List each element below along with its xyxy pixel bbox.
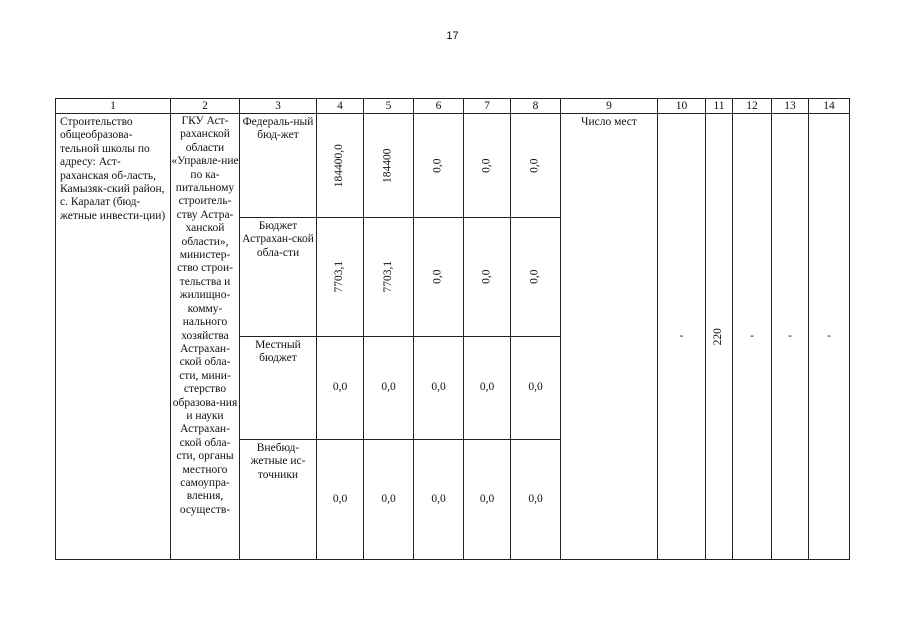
value-cell: 0,0	[364, 337, 414, 440]
header-row	[56, 99, 850, 114]
header-cell: 8	[511, 99, 561, 114]
value-cell: 0,0	[414, 440, 464, 560]
value-cell: 0,0	[317, 440, 364, 560]
header-cell: 3	[240, 99, 317, 114]
header-cell: 9	[561, 99, 658, 114]
value-cell: 0,0	[414, 114, 464, 218]
value-cell: 0,0	[511, 218, 561, 337]
header-cell: 14	[809, 99, 850, 114]
value-cell: 0,0	[464, 114, 511, 218]
organization: ГКУ Аст-раханской области «Управле-ние по ка-питальному строитель-ству Астра-ханской области», министер-ство строи-тельства и жилищно-комму-нального хозяйства Астрахан-ской обла-сти, мини-стерство образова-ния и науки Астрахан-ской обла-сти, органы местного самоупра-вления, осуществ-	[171, 114, 240, 560]
value-cell: 7703,1	[317, 218, 364, 337]
value-cell: 220	[706, 114, 733, 560]
header-cell: 10	[658, 99, 706, 114]
value-cell: 0,0	[464, 218, 511, 337]
header-cell: 12	[733, 99, 772, 114]
value-cell: -	[658, 114, 706, 560]
value-cell: 0,0	[511, 337, 561, 440]
value-cell: 0,0	[464, 440, 511, 560]
header-cell: 13	[772, 99, 809, 114]
header-cell: 6	[414, 99, 464, 114]
header-cell: 2	[171, 99, 240, 114]
value-cell: 0,0	[414, 337, 464, 440]
value-cell: 184400,0	[317, 114, 364, 218]
page-number: 17	[446, 30, 459, 42]
value-cell: 184400	[364, 114, 414, 218]
table-row	[56, 114, 850, 218]
funding-source: Местный бюджет	[240, 337, 317, 440]
header-cell: 7	[464, 99, 511, 114]
value-cell: -	[772, 114, 809, 560]
value-cell: 0,0	[511, 440, 561, 560]
value-cell: 0,0	[414, 218, 464, 337]
value-cell: 7703,1	[364, 218, 414, 337]
funding-source: Внебюд-жетные ис-точники	[240, 440, 317, 560]
funding-source: Бюджет Астрахан-ской обла-сти	[240, 218, 317, 337]
header-cell: 1	[56, 99, 171, 114]
value-cell: -	[733, 114, 772, 560]
header-cell: 11	[706, 99, 733, 114]
object-name: Строительство общеобразова-тельной школы по адресу: Аст-раханская об-ласть, Камызяк-ский район, с. Каралат (бюд-жетные инвести-ции)	[56, 114, 171, 560]
budget-table	[55, 98, 850, 560]
value-cell: 0,0	[317, 337, 364, 440]
value-cell: -	[809, 114, 850, 560]
funding-source: Федераль-ный бюд-жет	[240, 114, 317, 218]
header-cell: 4	[317, 99, 364, 114]
indicator: Число мест	[561, 114, 658, 560]
value-cell: 0,0	[464, 337, 511, 440]
value-cell: 0,0	[511, 114, 561, 218]
value-cell: 0,0	[364, 440, 414, 560]
header-cell: 5	[364, 99, 414, 114]
